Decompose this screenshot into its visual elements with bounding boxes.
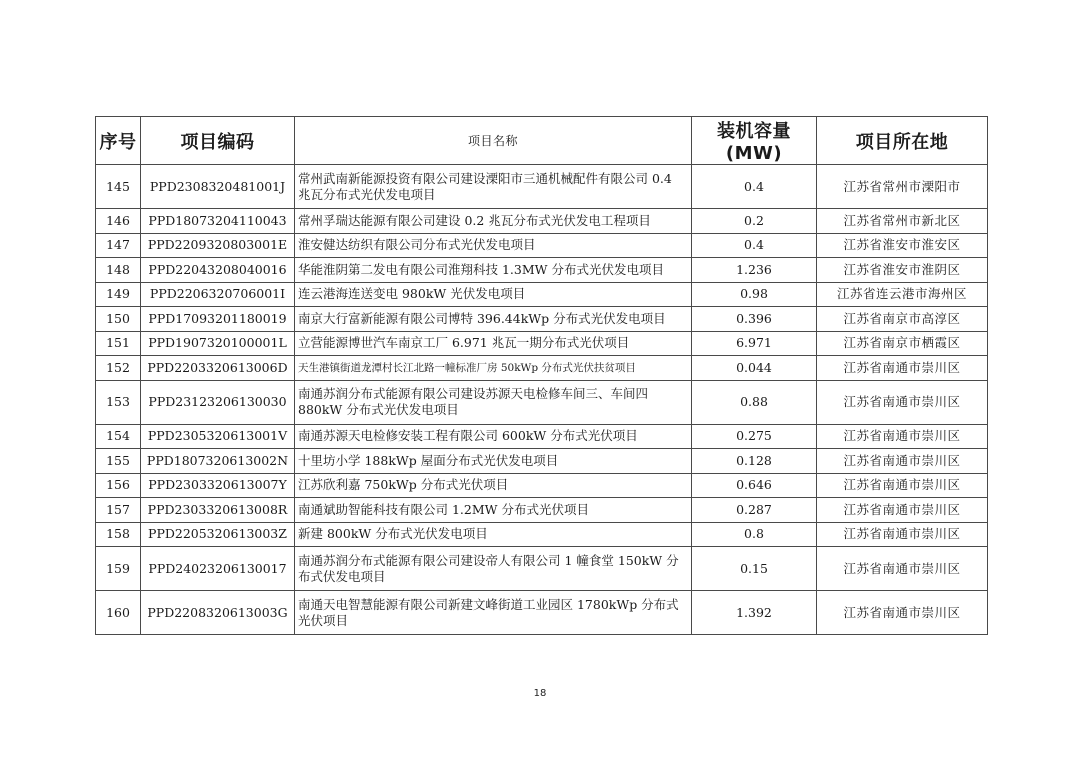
row-location: 江苏省淮安市淮阴区 [817,258,988,283]
row-name: 南通苏源天电检修安装工程有限公司 600kW 分布式光伏项目 [295,424,692,449]
row-location: 江苏省南京市高淳区 [817,307,988,332]
header-name: 项目名称 [295,117,692,165]
header-capacity: 装机容量(MW) [692,117,817,165]
row-code: PPD2303320613008R [141,498,295,523]
table-row [96,258,988,283]
row-no: 154 [96,424,141,449]
row-code: PPD22043208040016 [141,258,295,283]
row-no: 153 [96,380,141,424]
row-no: 148 [96,258,141,283]
row-no: 157 [96,498,141,523]
header-code: 项目编码 [141,117,295,165]
row-capacity: 6.971 [692,331,817,356]
row-name: 南通苏润分布式能源有限公司建设苏源天电检修车间三、车间四 880kW 分布式光伏发电项目 [295,380,692,424]
table-row [96,165,988,209]
row-location: 江苏省连云港市海州区 [817,282,988,307]
row-code: PPD1807320613002N [141,449,295,474]
table-header [96,117,988,165]
row-name: 立营能源博世汽车南京工厂 6.971 兆瓦一期分布式光伏项目 [295,331,692,356]
row-code: PPD2305320613001V [141,424,295,449]
table-row [96,380,988,424]
row-code: PPD2208320613003G [141,591,295,635]
row-no: 150 [96,307,141,332]
table-row [96,424,988,449]
row-capacity: 0.4 [692,165,817,209]
header-no: 序号 [96,117,141,165]
table-row [96,498,988,523]
row-name: 天生港镇街道龙潭村长江北路一幢标准厂房 50kWp 分布式光伏扶贫项目 [295,356,692,381]
row-name: 江苏欣利嘉 750kWp 分布式光伏项目 [295,473,692,498]
row-name: 南京大行富新能源有限公司博特 396.44kWp 分布式光伏发电项目 [295,307,692,332]
row-location: 江苏省南通市崇川区 [817,380,988,424]
table-row [96,331,988,356]
row-capacity: 0.4 [692,233,817,258]
row-location: 江苏省南京市栖霞区 [817,331,988,356]
row-code: PPD17093201180019 [141,307,295,332]
row-no: 159 [96,547,141,591]
row-capacity: 1.236 [692,258,817,283]
project-table [95,116,988,635]
row-code: PPD2303320613007Y [141,473,295,498]
row-no: 151 [96,331,141,356]
row-no: 155 [96,449,141,474]
row-name: 常州孚瑞达能源有限公司建设 0.2 兆瓦分布式光伏发电工程项目 [295,209,692,234]
header-row [96,117,988,165]
row-code: PPD2205320613003Z [141,522,295,547]
row-location: 江苏省南通市崇川区 [817,522,988,547]
row-code: PPD2209320803001E [141,233,295,258]
row-capacity: 0.275 [692,424,817,449]
row-capacity: 0.98 [692,282,817,307]
row-capacity: 0.044 [692,356,817,381]
row-location: 江苏省南通市崇川区 [817,449,988,474]
table-row [96,473,988,498]
row-location: 江苏省南通市崇川区 [817,591,988,635]
row-no: 160 [96,591,141,635]
row-location: 江苏省南通市崇川区 [817,473,988,498]
row-no: 147 [96,233,141,258]
row-capacity: 1.392 [692,591,817,635]
table-row [96,591,988,635]
row-location: 江苏省南通市崇川区 [817,547,988,591]
row-capacity: 0.646 [692,473,817,498]
row-no: 149 [96,282,141,307]
row-no: 158 [96,522,141,547]
row-name: 淮安健达纺织有限公司分布式光伏发电项目 [295,233,692,258]
row-name: 常州武南新能源投资有限公司建设溧阳市三通机械配件有限公司 0.4 兆瓦分布式光伏发电项目 [295,165,692,209]
table-row [96,209,988,234]
page-number: 18 [533,688,547,699]
row-no: 156 [96,473,141,498]
row-code: PPD1907320100001L [141,331,295,356]
row-name: 南通斌助智能科技有限公司 1.2MW 分布式光伏项目 [295,498,692,523]
table-row [96,233,988,258]
row-capacity: 0.128 [692,449,817,474]
row-no: 145 [96,165,141,209]
row-code: PPD2203320613006D [141,356,295,381]
row-name: 十里坊小学 188kWp 屋面分布式光伏发电项目 [295,449,692,474]
table-row [96,547,988,591]
table-row [96,307,988,332]
table-row [96,449,988,474]
row-code: PPD18073204110043 [141,209,295,234]
row-location: 江苏省常州市新北区 [817,209,988,234]
row-capacity: 0.396 [692,307,817,332]
row-no: 152 [96,356,141,381]
row-name: 连云港海连送变电 980kW 光伏发电项目 [295,282,692,307]
row-capacity: 0.2 [692,209,817,234]
row-capacity: 0.15 [692,547,817,591]
row-name: 南通天电智慧能源有限公司新建文峰街道工业园区 1780kWp 分布式光伏项目 [295,591,692,635]
row-location: 江苏省淮安市淮安区 [817,233,988,258]
row-name: 华能淮阴第二发电有限公司淮翔科技 1.3MW 分布式光伏发电项目 [295,258,692,283]
table-row [96,356,988,381]
table-row [96,282,988,307]
row-location: 江苏省南通市崇川区 [817,498,988,523]
header-location: 项目所在地 [817,117,988,165]
row-name: 南通苏润分布式能源有限公司建设帝人有限公司 1 幢食堂 150kW 分布式伏发电项目 [295,547,692,591]
row-location: 江苏省常州市溧阳市 [817,165,988,209]
row-code: PPD2308320481001J [141,165,295,209]
row-name: 新建 800kW 分布式光伏发电项目 [295,522,692,547]
row-code: PPD2206320706001I [141,282,295,307]
row-capacity: 0.8 [692,522,817,547]
table-body [96,165,988,635]
row-capacity: 0.287 [692,498,817,523]
row-location: 江苏省南通市崇川区 [817,356,988,381]
row-code: PPD24023206130017 [141,547,295,591]
row-code: PPD23123206130030 [141,380,295,424]
row-capacity: 0.88 [692,380,817,424]
table-row [96,522,988,547]
row-no: 146 [96,209,141,234]
row-location: 江苏省南通市崇川区 [817,424,988,449]
